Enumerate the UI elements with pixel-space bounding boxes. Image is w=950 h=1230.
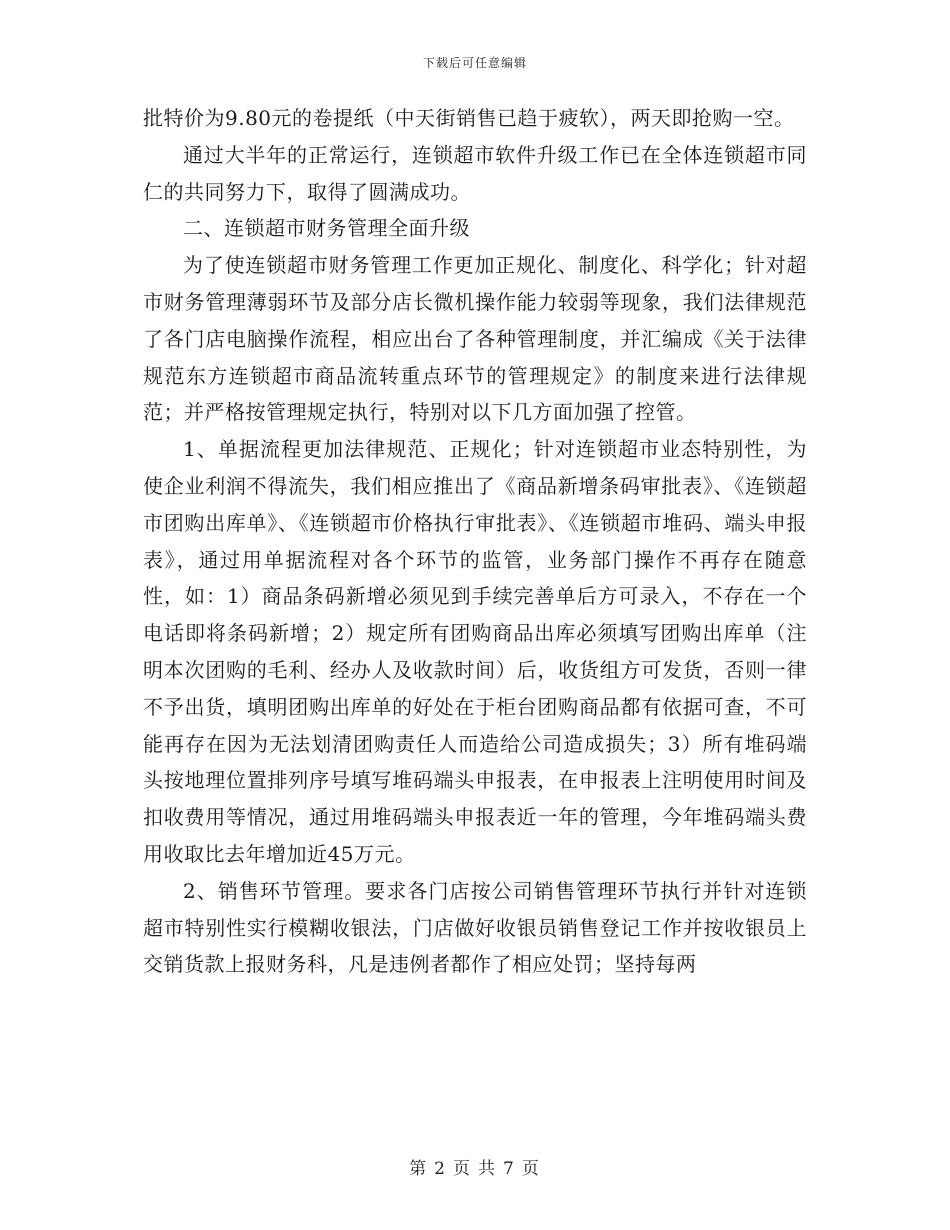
page-total: 7: [503, 1159, 516, 1179]
section-heading: 二、连锁超市财务管理全面升级: [183, 216, 470, 241]
footer-of: 共: [478, 1159, 497, 1179]
paragraph-4: 1、单据流程更加法律规范、正规化；针对连锁超市业态特别性，为使企业利润不得流失，我们相应推出了《商品新增条码审批表》、《连锁超市团购出库单》、《连锁超市价格执行审批表》、《连锁超市堆码、端头申报表》，通过用单据流程对各个环节的监管，业务部门操作不再存在随意性，如：1）商品条码新增必须见到手续完善单后方可录入，不存在一个电话即将条码新增；2）规定所有团购商品出库必须填写团购出库单（注明本次团购的毛利、经办人及收款时间）后，收货组方可发货，否则一律不予出货，填明团购出库单的好处在于柜台团购商品都有依据可查，不可能再存在因为无法划清团购责任人而造给公司造成损失；3）所有堆码端头按地理位置排列序号填写堆码端头申报表，在申报表上注明使用时间及扣收费用等情况，通过用堆码端头申报表近一年的管理，今年堆码端头费用收取比去年增加近45万元。: [143, 437, 807, 866]
page-footer: [0, 1154, 950, 1179]
document-body: [143, 100, 807, 983]
paragraph-5: 2、销售环节管理。要求各门店按公司销售管理环节执行并针对连锁超市特别性实行模糊收银法，门店做好收银员销售登记工作并按收银员上交销货款上报财务科，凡是违例者都作了相应处罚；坚持每两: [143, 878, 807, 977]
paragraph-2: 通过大半年的正常运行，连锁超市软件升级工作已在全体连锁超市同仁的共同努力下，取得了圆满成功。: [143, 142, 807, 204]
footer-prefix: 第: [409, 1159, 429, 1179]
footer-suffix: 页: [521, 1159, 541, 1179]
paragraph-3: 为了使连锁超市财务管理工作更加正规化、制度化、科学化；针对超市财务管理薄弱环节及部分店长微机操作能力较弱等现象，我们法律规范了各门店电脑操作流程，相应出台了各种管理制度，并汇编成《关于法律规范东方连锁超市商品流转重点环节的管理规定》的制度来进行法律规范；并严格按管理规定执行，特别对以下几方面加强了控管。: [143, 253, 807, 425]
paragraph-1: 批特价为9.80元的卷提纸（中天街销售已趋于疲软），两天即抢购一空。: [143, 106, 795, 130]
page-number: 2: [434, 1159, 447, 1179]
page-header: 下载后可任意编辑: [422, 56, 527, 70]
footer-mid: 页: [453, 1159, 472, 1179]
